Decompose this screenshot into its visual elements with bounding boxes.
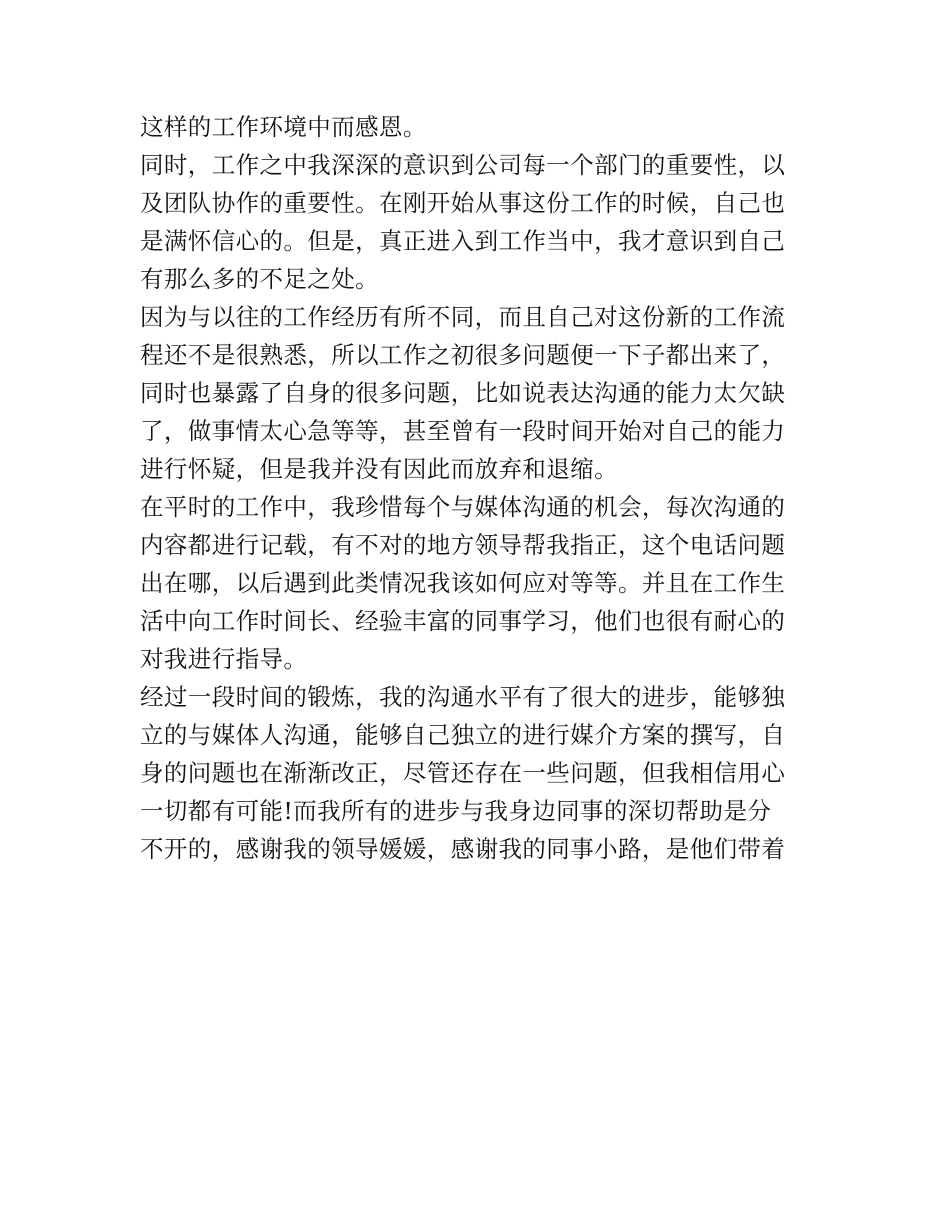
text-line: 同时也暴露了自身的很多问题，比如说表达沟通的能力太欠缺 <box>140 379 786 407</box>
text-line: 内容都进行记载，有不对的地方领导帮我指正，这个电话问题 <box>140 531 786 559</box>
text-line: 是满怀信心的。但是，真正进入到工作当中，我才意识到自己 <box>140 227 786 255</box>
text-line: 对我进行指导。 <box>140 645 308 673</box>
text-line: 有那么多的不足之处。 <box>140 265 379 293</box>
text-line: 程还不是很熟悉，所以工作之初很多问题便一下子都出来了， <box>140 341 786 369</box>
text-line: 同时，工作之中我深深的意识到公司每一个部门的重要性，以 <box>140 151 786 179</box>
text-line: 进行怀疑，但是我并没有因此而放弃和退缩。 <box>140 455 618 483</box>
text-line: 因为与以往的工作经历有所不同，而且自己对这份新的工作流 <box>140 303 786 331</box>
text-line: 一切都有可能!而我所有的进步与我身边同事的深切帮助是分 <box>140 797 772 825</box>
text-line: 及团队协作的重要性。在刚开始从事这份工作的时候，自己也 <box>140 189 786 217</box>
document-body <box>140 108 820 868</box>
text-line: 立的与媒体人沟通，能够自己独立的进行媒介方案的撰写，自 <box>140 721 786 749</box>
text-line: 出在哪，以后遇到此类情况我该如何应对等等。并且在工作生 <box>140 569 786 597</box>
text-line: 这样的工作环境中而感恩。 <box>140 113 427 141</box>
text-line: 在平时的工作中，我珍惜每个与媒体沟通的机会，每次沟通的 <box>140 493 786 521</box>
text-line: 不开的，感谢我的领导媛媛，感谢我的同事小路，是他们带着 <box>140 835 786 863</box>
text-line: 了，做事情太心急等等，甚至曾有一段时间开始对自己的能力 <box>140 417 786 445</box>
text-line: 活中向工作时间长、经验丰富的同事学习，他们也很有耐心的 <box>140 607 786 635</box>
text-line: 身的问题也在渐渐改正，尽管还存在一些问题，但我相信用心 <box>140 759 786 787</box>
text-line: 经过一段时间的锻炼，我的沟通水平有了很大的进步，能够独 <box>140 683 786 711</box>
